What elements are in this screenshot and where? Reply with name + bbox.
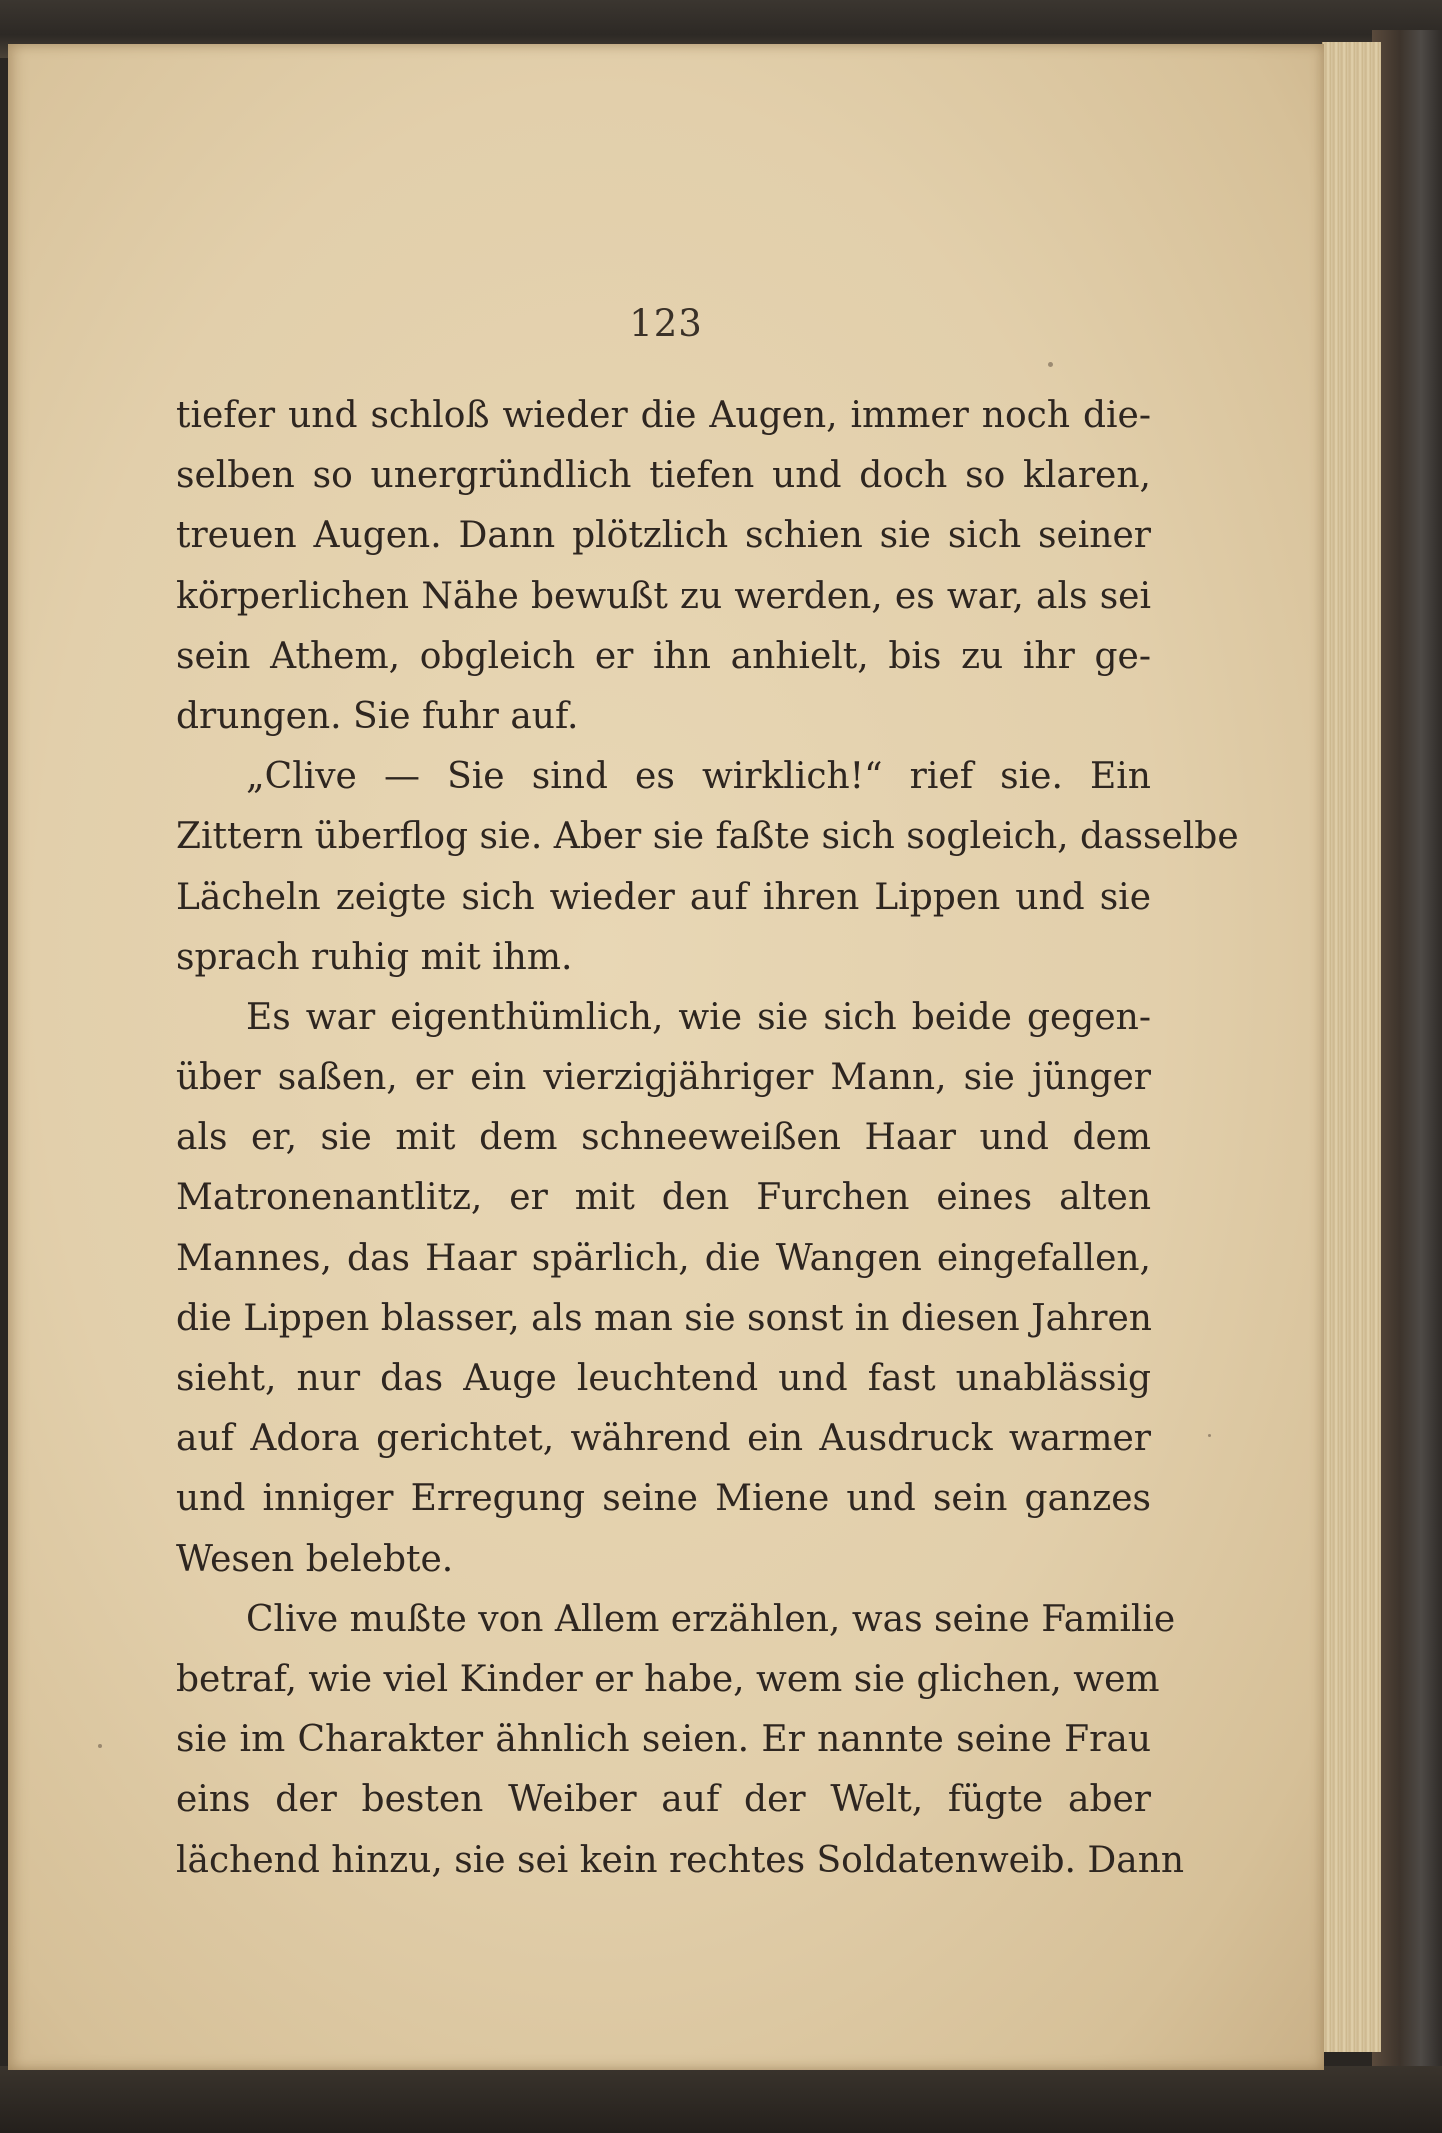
text-line: auf Adora gerichtet, während ein Ausdruck warmer	[176, 1418, 1151, 1460]
book-bottom-edge	[0, 2066, 1442, 2133]
text-block	[176, 386, 1239, 1891]
text-line: selben so unergründlich tiefen und doch so klaren,	[176, 455, 1151, 497]
text-line: Zittern überflog sie. Aber sie faßte sich sogleich, dasselbe	[176, 816, 1239, 858]
text-line: Lächeln zeigte sich wieder auf ihren Lippen und sie	[176, 876, 1151, 918]
page-stack-edge	[1322, 42, 1381, 2052]
book-page	[8, 44, 1324, 2070]
text-line: tiefer und schloß wieder die Augen, immer noch die-	[176, 395, 1151, 436]
text-line: als er, sie mit dem schneeweißen Haar und dem	[176, 1117, 1151, 1159]
paper-speck	[1208, 1434, 1211, 1437]
text-line: Wesen belebte.	[176, 1538, 454, 1580]
text-line: die Lippen blasser, als man sie sonst in diesen Jahren	[176, 1297, 1152, 1339]
text-line: lächend hinzu, sie sei kein rechtes Soldatenweib. Dann	[176, 1839, 1185, 1881]
text-line: Es war eigenthümlich, wie sie sich beide gegen-	[246, 996, 1151, 1038]
text-line: drungen. Sie fuhr auf.	[176, 695, 579, 737]
text-line: sie im Charakter ähnlich seien. Er nannte seine Frau	[176, 1719, 1151, 1761]
text-line: eins der besten Weiber auf der Welt, fügte aber	[176, 1779, 1151, 1821]
text-line: über saßen, er ein vierzigjähriger Mann, sie jünger	[176, 1057, 1151, 1099]
text-line: Matronenantlitz, er mit den Furchen eines alten	[176, 1177, 1151, 1219]
text-line: körperlichen Nähe bewußt zu werden, es war, als sei	[176, 575, 1151, 617]
book-cover-edge	[1372, 30, 1442, 2070]
page-number: 123	[629, 302, 703, 345]
paper-speck	[98, 1744, 102, 1748]
text-line: Mannes, das Haar spärlich, die Wangen eingefallen,	[176, 1237, 1151, 1279]
text-line: sieht, nur das Auge leuchtend und fast unablässig	[176, 1358, 1151, 1399]
text-line: treuen Augen. Dann plötzlich schien sie sich seiner	[176, 515, 1151, 557]
text-line: und inniger Erregung seine Miene und sein ganzes	[176, 1478, 1151, 1520]
text-line: Clive mußte von Allem erzählen, was seine Familie	[246, 1598, 1176, 1640]
paper-speck	[1048, 362, 1053, 367]
text-line: „Clive — Sie sind es wirklich!“ rief sie. Ein	[246, 756, 1151, 798]
text-line: sein Athem, obgleich er ihn anhielt, bis zu ihr ge-	[176, 635, 1151, 677]
text-line: sprach ruhig mit ihm.	[176, 936, 573, 978]
text-line: betraf, wie viel Kinder er habe, wem sie glichen, wem	[176, 1658, 1160, 1700]
